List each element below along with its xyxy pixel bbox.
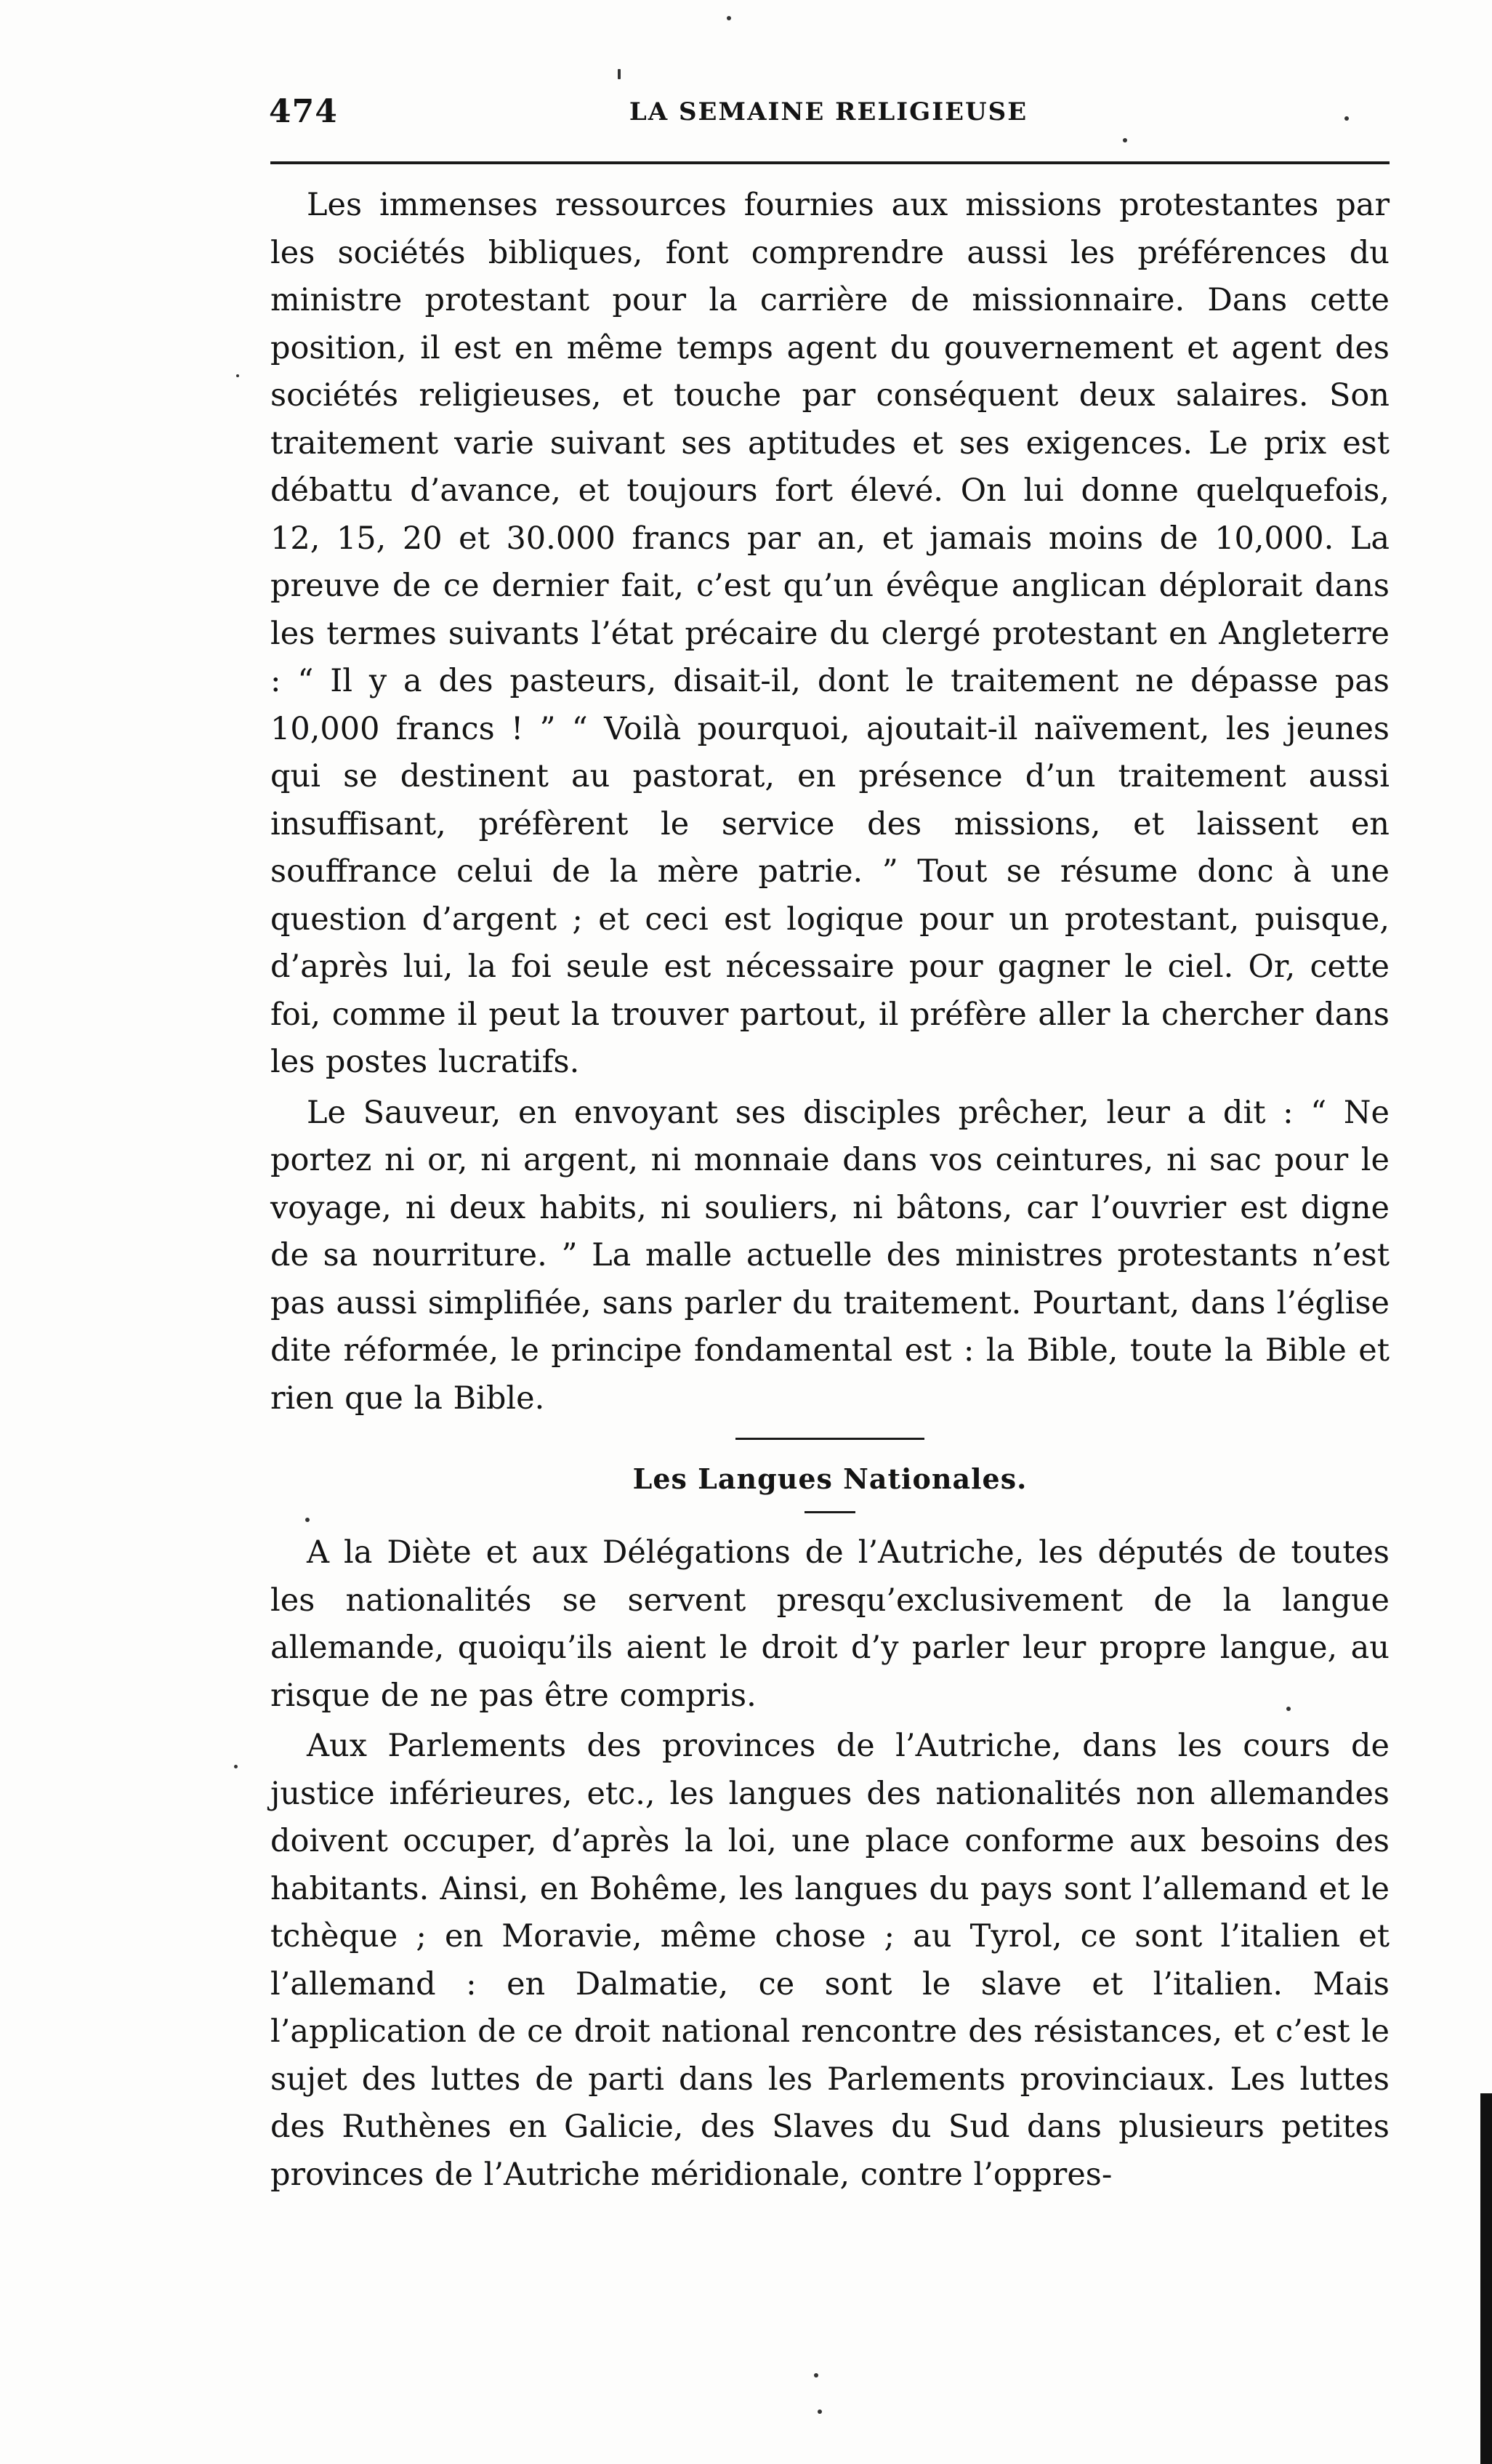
scan-edge-shadow (1480, 2093, 1492, 2464)
paragraph-parlements: Aux Parlements des provinces de l’Autriche, dans les cours de justice inférieures, etc., les langues des nationalités non allemandes doivent occuper, d’après la loi, une place conforme aux besoins des habitants. Ainsi, en Bohême, les langues du pays sont l’allemand et le tchèque ; en Moravie, même chose ; au Tyrol, ce sont l’italien et l’allemand : en Dalmatie, ce sont le slave et l’italien. Mais l’application de ce droit national rencontre des résistances, et c’est le sujet des luttes de parti dans les Parlements provinciaux. Les luttes des Ruthènes en Galicie, des Slaves du Sud dans plusieurs petites provinces de l’Autriche méridionale, contre l’oppres- (270, 1728, 1390, 2193)
page-number: 474 (269, 93, 338, 130)
scan-speck (814, 2373, 818, 2378)
scan-speck (305, 1518, 310, 1522)
paragraph-sauveur: Le Sauveur, en envoyant ses disciples prêcher, leur a dit : “ Ne portez ni or, ni argent, ni monnaie dans vos ceintures, ni sac pour le voyage, ni deux habits, ni souliers, ni bâtons, car l’ouvrier est digne de sa nourriture. ” La malle actuelle des ministres protestants n’est pas aussi simplifiée, sans parler du traitement. Pourtant, dans l’église dite réformée, le principe fondamental est : la Bible, toute la Bible et rien que la Bible. (270, 1094, 1390, 1417)
scan-speck (618, 69, 621, 79)
paragraph-diete: A la Diète et aux Délégations de l’Autriche, les députés de toutes les nationalités se servent presqu’exclusivement de la langue allemande, quoiqu’ils aient le droit d’y parler leur propre langue, au risque de ne pas être compris. (270, 1534, 1390, 1714)
running-head: LA SEMAINE RELIGIEUSE (629, 97, 1028, 126)
section-langues-nationales (270, 1438, 1390, 2199)
scan-speck (1344, 116, 1349, 121)
page-header (269, 93, 1388, 137)
scan-speck (727, 16, 731, 20)
header-rule (270, 161, 1390, 164)
section-title: Les Langues Nationales. (632, 1462, 1028, 1495)
scan-speck (1123, 138, 1127, 142)
section-divider-rule (735, 1438, 924, 1440)
scan-speck (234, 1765, 238, 1768)
scan-speck (818, 2409, 822, 2414)
article-body (270, 182, 1390, 1422)
paragraph-missions: Les immenses ressources fournies aux missions protestantes par les sociétés bibliques, font comprendre aussi les préférences du ministre protestant pour la carrière de missionnaire. Dans cette position, il est en même temps agent du gouvernement et agent des sociétés religieuses, et touche par conséquent deux salaires. Son traitement varie suivant ses aptitudes et ses exigences. Le prix est débattu d’avance, et toujours fort élevé. On lui donne quelquefois, 12, 15, 20 et 30.000 francs par an, et jamais moins de 10,000. La preuve de ce dernier fait, c’est qu’un évêque anglican déplorait dans les termes suivants l’état précaire du clergé protestant en Angleterre : “ Il y a des pasteurs, disait-il, dont le traitement ne dépasse pas 10,000 francs ! ” “ Voilà pourquoi, ajoutait-il naïvement, les jeunes qui se destinent au pastorat, en présence d’un traitement aussi insuffisant, préfèrent le service des missions, et laissent en souffrance celui de la mère patrie. ” Tout se résume donc à une question d’argent ; et ceci est logique pour un protestant, puisque, d’après lui, la foi seule est nécessaire pour gagner le ciel. Or, cette foi, comme il peut la trouver partout, il préfère aller la chercher dans les postes lucratifs. (270, 187, 1390, 1080)
section-title-underline (805, 1511, 855, 1513)
scan-speck (1286, 1707, 1291, 1711)
scan-speck (236, 374, 239, 377)
